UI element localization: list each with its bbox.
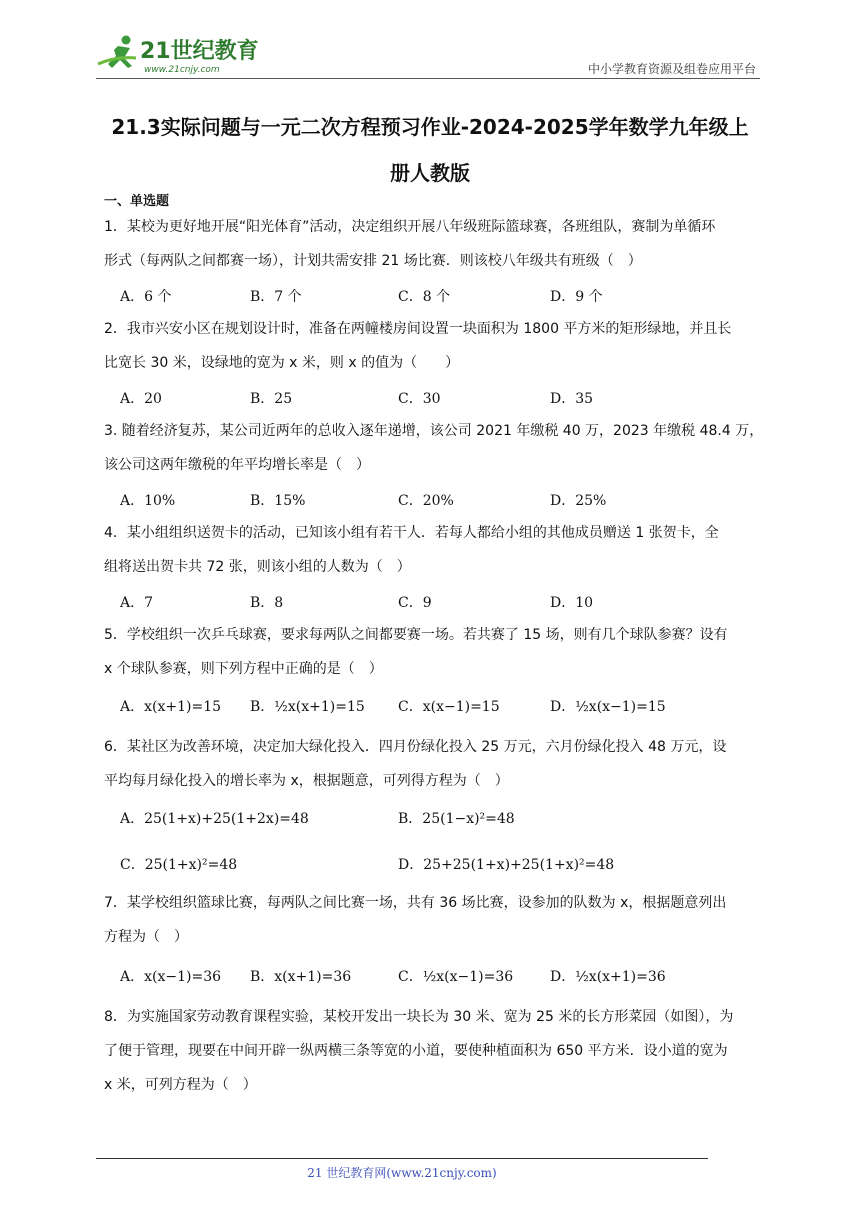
- option-b[interactable]: B．15%: [250, 493, 306, 509]
- question-7: [104, 886, 764, 954]
- option-a[interactable]: A．20: [120, 391, 162, 407]
- option-c[interactable]: C．x(x−1)=15: [398, 699, 500, 715]
- footer-link[interactable]: 21 世纪教育网(www.21cnjy.com): [307, 1166, 497, 1180]
- question-8: [104, 1000, 764, 1102]
- platform-name: 中小学教育资源及组卷应用平台: [587, 62, 756, 76]
- question-text: 平均每月绿化投入的增长率为 x，根据题意，可列得方程为（ ）: [104, 773, 509, 789]
- title-line-2: 册人教版: [390, 161, 470, 185]
- option-a[interactable]: A．7: [120, 595, 154, 611]
- question-text: 4．某小组组织送贺卡的活动，已知该小组有若干人．若每人都给小组的其他成员赠送 1 张贺卡，全: [104, 525, 719, 541]
- question-text: 6．某社区为改善环境，决定加大绿化投入．四月份绿化投入 25 万元，六月份绿化投入 48 万元，设: [104, 739, 727, 755]
- option-c[interactable]: C．25(1+x)²=48: [120, 857, 238, 873]
- question-text: 1．某校为更好地开展“阳光体育”活动，决定组织开展八年级班际篮球赛，各班组队，赛制为单循环: [104, 219, 716, 235]
- option-b[interactable]: B．7 个: [250, 289, 302, 305]
- question-1: [104, 210, 764, 278]
- option-c[interactable]: C．9: [398, 595, 432, 611]
- question-5: [104, 618, 764, 686]
- option-d[interactable]: D．35: [550, 391, 594, 407]
- option-c[interactable]: C．½x(x−1)=36: [398, 969, 514, 985]
- logo: [96, 34, 266, 78]
- option-b[interactable]: B．8: [250, 595, 284, 611]
- question-text: x 个球队参赛，则下列方程中正确的是（ ）: [104, 661, 383, 677]
- option-b[interactable]: B．½x(x+1)=15: [250, 699, 365, 715]
- question-text: x 米，可列方程为（ ）: [104, 1077, 257, 1093]
- question-3: [104, 414, 764, 482]
- option-a[interactable]: A．x(x+1)=15: [120, 699, 222, 715]
- section-heading: 一、单选题: [104, 194, 170, 209]
- option-d[interactable]: D．½x(x−1)=15: [550, 699, 666, 715]
- options-5: [120, 696, 760, 726]
- option-c[interactable]: C．20%: [398, 493, 454, 509]
- option-b[interactable]: B．25(1−x)²=48: [398, 811, 515, 827]
- question-text: 该公司这两年缴税的年平均增长率是（ ）: [104, 457, 370, 473]
- options-6-row-2: [120, 854, 760, 884]
- option-c[interactable]: C．8 个: [398, 289, 451, 305]
- question-text: 7．某学校组织篮球比赛，每两队之间比赛一场，共有 36 场比赛，设参加的队数为 x，根据题意列出: [104, 895, 727, 911]
- question-text: 形式（每两队之间都赛一场），计划共需安排 21 场比赛．则该校八年级共有班级（ ）: [104, 253, 642, 269]
- question-text: 比宽长 30 米，设绿地的宽为 x 米，则 x 的值为（ ）: [104, 355, 460, 371]
- option-d[interactable]: D．10: [550, 595, 594, 611]
- question-4: [104, 516, 764, 584]
- option-c[interactable]: C．30: [398, 391, 441, 407]
- title-line-1: 21.3实际问题与一元二次方程预习作业-2024-2025学年数学九年级上: [111, 115, 749, 139]
- page-title: [96, 104, 764, 196]
- logo-url: www.21cnjy.com: [144, 65, 220, 75]
- header-divider: [96, 78, 760, 79]
- question-2: [104, 312, 764, 380]
- options-6-row-1: [120, 808, 760, 838]
- question-text: 了便于管理，现要在中间开辟一纵两横三条等宽的小道，要使种植面积为 650 平方米．设小道的宽为: [104, 1043, 728, 1059]
- page-header: [96, 34, 760, 82]
- option-b[interactable]: B．25: [250, 391, 293, 407]
- option-a[interactable]: A．6 个: [120, 289, 172, 305]
- option-b[interactable]: B．x(x+1)=36: [250, 969, 352, 985]
- question-text: 方程为（ ）: [104, 929, 188, 945]
- runner-icon: [98, 36, 136, 69]
- option-a[interactable]: A．x(x−1)=36: [120, 969, 222, 985]
- logo-text: 21世纪教育: [140, 39, 259, 64]
- question-6: [104, 730, 764, 798]
- question-text: 2．我市兴安小区在规划设计时，准备在两幢楼房间设置一块面积为 1800 平方米的矩形绿地，并且长: [104, 321, 732, 337]
- option-a[interactable]: A．10%: [120, 493, 176, 509]
- footer-divider: [96, 1158, 708, 1159]
- option-d[interactable]: D．½x(x+1)=36: [550, 969, 666, 985]
- option-a[interactable]: A．25(1+x)+25(1+2x)=48: [120, 811, 309, 827]
- question-text: 组将送出贺卡共 72 张，则该小组的人数为（ ）: [104, 559, 411, 575]
- options-7: [120, 966, 760, 996]
- question-text: 8．为实施国家劳动教育课程实验，某校开发出一块长为 30 米、宽为 25 米的长方形菜园（如图），为: [104, 1009, 734, 1025]
- option-d[interactable]: D．9 个: [550, 289, 603, 305]
- option-d[interactable]: D．25%: [550, 493, 607, 509]
- question-text: 5．学校组织一次乒乓球赛，要求每两队之间都要赛一场。若共赛了 15 场，则有几个球队参赛？设有: [104, 627, 728, 643]
- question-text: 3. 随着经济复苏，某公司近两年的总收入逐年递增，该公司 2021 年缴税 40 万，2023 年缴税 48.4 万，: [104, 423, 764, 439]
- option-d[interactable]: D．25+25(1+x)+25(1+x)²=48: [398, 857, 615, 873]
